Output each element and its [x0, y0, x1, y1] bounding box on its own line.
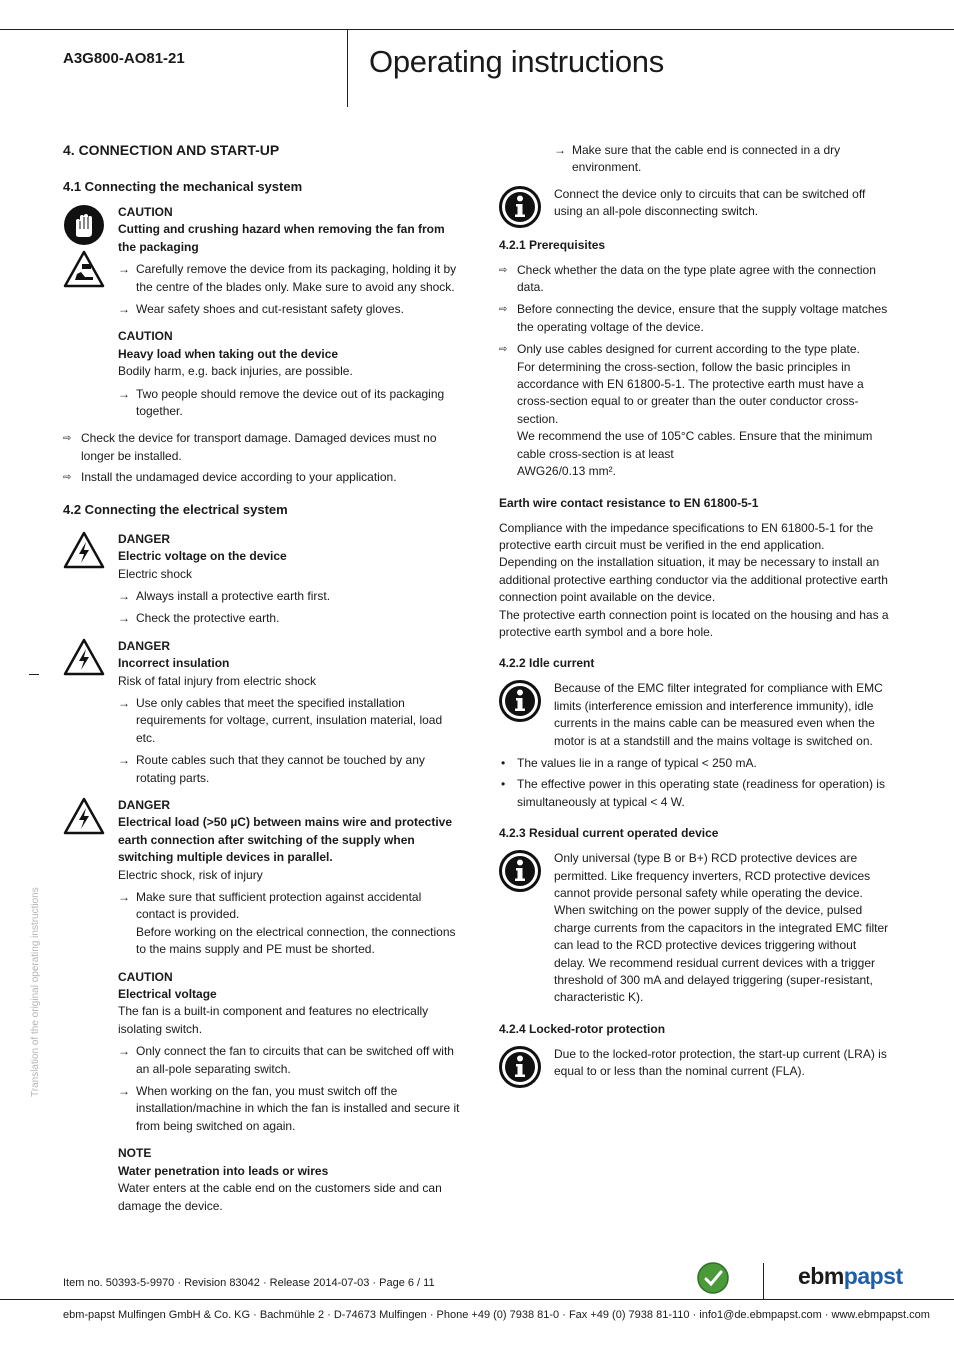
arrow-icon: → [118, 386, 130, 401]
bullet-arrow-icon: ⇨ [499, 304, 508, 316]
list-item: • The effective power in this operating state (readiness for operation) is simultaneously at typical < 4 W. [501, 777, 885, 809]
arrow-icon: → [118, 611, 130, 626]
crushing-hazard-icon [63, 250, 105, 288]
instruction: → Check the protective earth. [118, 610, 463, 627]
subsection-title-idle: 4.2.2 Idle current [499, 656, 595, 671]
bullet-dot: • [501, 777, 506, 792]
bullet-arrow-icon: ⇨ [499, 344, 508, 356]
hazard-consequence: Electric shock [118, 566, 193, 581]
hazard-title: Water penetration into leads or wires [118, 1163, 329, 1178]
info-block-idle: Because of the EMC filter integrated for compliance with EMC limits (interference emission and interference immunity), idle currents in the mains cable can be measured even when the motor is at a standstill and the mains voltage is switched on. [499, 680, 889, 750]
signal-word: NOTE [118, 1146, 152, 1161]
header-divider [347, 29, 348, 107]
green-tech-logo-icon [697, 1262, 729, 1294]
hazard-consequence: Electric shock, risk of injury [118, 867, 263, 882]
list-item: ⇨ Before connecting the device, ensure that the supply voltage matches the operating voltage of the device. [499, 302, 888, 334]
subsection-title-mechanical: 4.1 Connecting the mechanical system [63, 179, 303, 194]
electric-hazard-icon [63, 638, 105, 676]
arrow-icon: → [118, 753, 130, 768]
gloves-icon [63, 204, 105, 246]
bullet-arrow-icon: ⇨ [63, 433, 72, 445]
instruction: → When working on the fan, you must switch off the installation/machine in which the fan is installed and secure it from being switched on again. [118, 1084, 460, 1133]
info-icon [499, 186, 541, 228]
signal-word: CAUTION [118, 329, 173, 344]
item-number: Item no. 50393-5-9970 · Revision 83042 · Release 2014-07-03 · Page 6 / 11 [63, 1277, 435, 1289]
signal-word: CAUTION [118, 969, 173, 984]
signal-word: CAUTION [118, 205, 173, 219]
subsection-title-earth: Earth wire contact resistance to EN 61800-5-1 [499, 495, 759, 510]
hazard-title: Electric voltage on the device [118, 549, 287, 564]
danger-block-electrical-load [63, 797, 463, 959]
info-icon [499, 850, 541, 892]
signal-word: DANGER [118, 531, 171, 546]
electric-hazard-icon [63, 531, 105, 569]
bullet-dot: • [501, 755, 506, 770]
danger-block-insulation [63, 638, 463, 787]
instruction: → Only connect the fan to circuits that can be switched off with an all-pole separating switch. [118, 1044, 454, 1076]
list-item: • The values lie in a range of typical < 250 mA. [499, 755, 889, 772]
left-column [63, 140, 463, 1225]
company-address: ebm-papst Mulfingen GmbH & Co. KG · Bachmühle 2 · D-74673 Mulfingen · Phone +49 (0) 7938 81-0 · Fax +49 (0) 7938 81-110 · info1@de.ebmpapst.com · www.ebmpapst.com [63, 1309, 930, 1321]
instruction: → Route cables such that they cannot be touched by any rotating parts. [118, 753, 425, 785]
note-block-water [63, 1145, 463, 1215]
arrow-icon: → [118, 262, 130, 277]
info-block-locked-rotor: Due to the locked-rotor protection, the start-up current (LRA) is equal to or less than the nominal current (FLA). [499, 1046, 889, 1081]
info-block-rcd: Only universal (type B or B+) RCD protective devices are permitted. Like frequency inverters, RCD protective devices cannot provide personal safety while operating the device. When switching on the power supply of the device, pulsed charge currents from the capacitors in the integrated EMC filter can lead to the RCD protective devices triggering without delay. We recommend residual current devices with a trigger threshold of 300 mA and delayed triggering (super-resistant, characteristic K). [499, 850, 889, 1007]
product-code: A3G800-AO81-21 [63, 50, 185, 67]
info-icon [499, 1046, 541, 1088]
electric-hazard-icon [63, 797, 105, 835]
hazard-title: Cutting and crushing hazard when removing the fan from the packaging [118, 222, 445, 254]
instruction: → Carefully remove the device from its packaging, holding it by the centre of the blades only. Make sure to avoid any shock. [118, 262, 457, 294]
subsection-title-electrical: 4.2 Connecting the electrical system [63, 501, 288, 517]
bullet-arrow-icon: ⇨ [63, 472, 72, 484]
caution-block-cutting [63, 204, 463, 318]
footer-divider [763, 1263, 764, 1299]
list-item: ⇨ Check the device for transport damage. Damaged devices must no longer be installed. [63, 431, 437, 463]
arrow-icon: → [118, 1044, 130, 1059]
subsection-title-locked-rotor: 4.2.4 Locked-rotor protection [499, 1021, 666, 1036]
list-item: ⇨ Install the undamaged device according to your application. [63, 469, 463, 486]
caution-block-heavy-load [63, 328, 463, 420]
info-icon [499, 680, 541, 722]
danger-block-voltage [63, 531, 463, 628]
margin-tick [29, 674, 39, 675]
hazard-title: Electrical load (>50 µC) between mains wire and protective earth connection after switching of the supply when switching multiple devices in parallel. [118, 815, 453, 865]
instruction: → Make sure that sufficient protection against accidental contact is provided. Before working on the electrical connection, the connections to the mains supply and PE must be shorted. [118, 890, 456, 957]
hazard-consequence: Water enters at the cable end on the customers side and can damage the device. [118, 1181, 442, 1213]
arrow-icon: → [554, 143, 566, 157]
instruction: → Wear safety shoes and cut-resistant safety gloves. [118, 301, 463, 318]
section-title: 4. CONNECTION AND START-UP [63, 142, 280, 158]
arrow-icon: → [118, 1084, 130, 1099]
arrow-icon: → [118, 588, 130, 603]
arrow-icon: → [118, 695, 130, 710]
side-note: Translation of the original operating instructions [30, 887, 41, 1097]
subsection-title-rcd: 4.2.3 Residual current operated device [499, 826, 719, 841]
instruction: → Always install a protective earth first. [118, 588, 463, 605]
arrow-icon: → [118, 302, 130, 317]
hazard-title: Electrical voltage [118, 987, 217, 1002]
hazard-consequence: Bodily harm, e.g. back injuries, are possible. [118, 364, 353, 379]
list-item: ⇨ Check whether the data on the type plate agree with the connection data. [499, 262, 876, 295]
hazard-consequence: The fan is a built-in component and features no electrically isolating switch. [118, 1004, 429, 1036]
hazard-consequence: Risk of fatal injury from electric shock [118, 673, 317, 688]
hazard-title: Incorrect insulation [118, 656, 230, 671]
info-block-disconnect: Connect the device only to circuits that can be switched off using an all-pole disconnecting switch. [499, 186, 889, 221]
signal-word: DANGER [118, 797, 171, 812]
signal-word: DANGER [118, 638, 171, 653]
right-column: → Make sure that the cable end is connected in a dry environment. Connect the device only to circuits that can be switched off using an all-pole disconnecting switch. 4.2.1 Prerequisites ⇨ Check whether the data on the type plate agree with the connection data. ⇨ Before connecting the device, ensure that the supply voltage matches the operating voltage of the device. ⇨ Only use cables designed for current according to the type plate. For determining the cross-section, follow the basic principles in accordance with EN 61800-5-1. The protective earth must have a cross-section equal to or greater than the outer conductor cross-section. We recommend the use of 105°C cables. Ensure that the minimum cable cross-section is at least AWG26/0.13 mm². Earth wire contact resistance to EN 61800-5-1 Compliance with the impedance specifications to EN 61800-5-1 for the protective earth circuit must be verified in the end application. Depending on the installation situation, it may be necessary to install an additional protective earthing conductor via the additional protective earth connection point available on the device. The protective earth connection point is located on the housing and has a protective earth symbol and a bore hole. 4.2.2 Idle current Because of the EMC filter integrated for compliance with EMC limits (interference emission and interference immunity), idle currents in the mains cable can be measured even when the motor is at a standstill and the mains voltage is switched on. • The values lie in a range of typical < 250 mA. • The effective power in this operating state (readiness for operation) is simultaneously at typical < 4 W. 4.2.3 Residual current operated device Only universal (type B or B+) RCD protective devices are permitted. Like frequency inverters, RCD protective devices cannot provide personal safety while operating the device. When switching on the power supply of the device, pulsed charge currents from the capacitors in the integrated EMC filter can lead to the RCD protective devices triggering without delay. We recommend residual current devices with a trigger threshold of 300 mA and delayed triggering (super-resistant, characteristic K). 4.2.4 Locked-rotor protection Due to the locked-rotor protection, the start-up current (LRA) is equal to or less than the nominal current (FLA). [499, 140, 889, 1095]
subsection-title-prerequisites: 4.2.1 Prerequisites [499, 237, 606, 252]
arrow-icon: → [118, 890, 130, 904]
bullet-arrow-icon: ⇨ [499, 264, 508, 276]
instruction: → Make sure that the cable end is connected in a dry environment. [554, 143, 841, 175]
brand-logo: ebmpapst [798, 1263, 903, 1289]
page-title: Operating instructions [369, 44, 664, 79]
footer-rule [0, 1299, 954, 1300]
caution-block-electrical-voltage [63, 969, 463, 1136]
hazard-title: Heavy load when taking out the device [118, 346, 339, 361]
list-item: ⇨ Only use cables designed for current according to the type plate. For determining the cross-section, follow the basic principles in accordance with EN 61800-5-1. The protective earth must have a cross-section equal to or greater than the outer conductor cross-section. We recommend the use of 105°C cables. Ensure that the minimum cable cross-section is at least AWG26/0.13 mm². [499, 342, 873, 479]
header-top-rule [0, 29, 954, 30]
instruction: → Two people should remove the device out of its packaging together. [118, 386, 445, 419]
instruction: → Use only cables that meet the specified installation requirements for voltage, current, insulation material, load etc. [118, 695, 443, 745]
